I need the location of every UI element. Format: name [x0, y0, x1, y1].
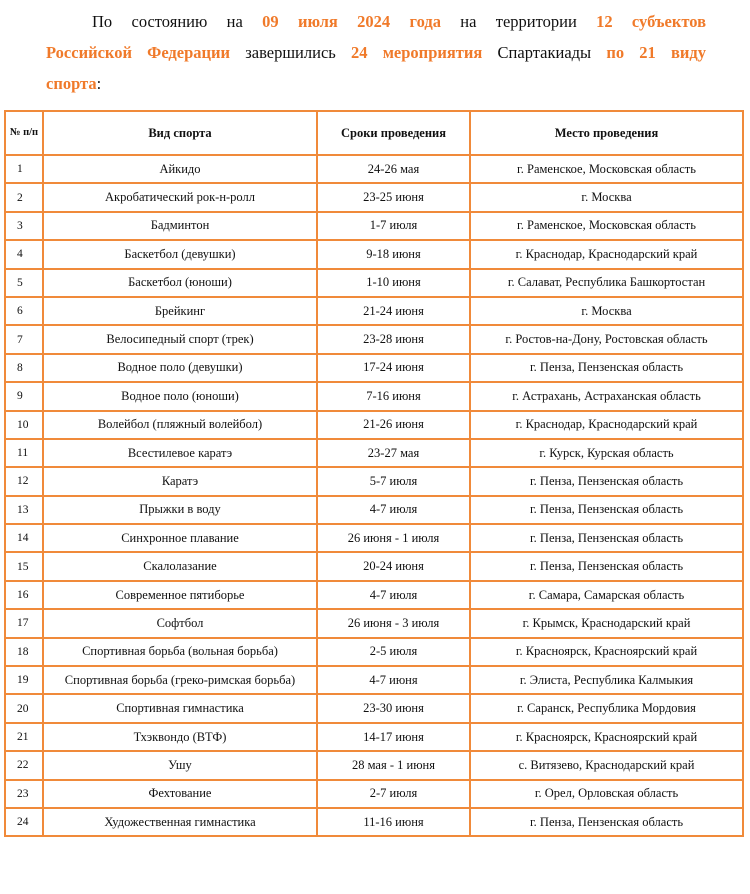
cell-place: г. Пенза, Пензенская область — [470, 354, 743, 382]
cell-dates: 1-7 июля — [317, 212, 470, 240]
cell-place: г. Пенза, Пензенская область — [470, 524, 743, 552]
cell-num: 6 — [5, 297, 43, 325]
intro-text-2: на территории — [440, 12, 597, 31]
table-row — [5, 354, 743, 382]
cell-dates: 17-24 июня — [317, 354, 470, 382]
table-row — [5, 212, 743, 240]
intro-text-1: По состоянию на — [92, 12, 263, 31]
table-row — [5, 581, 743, 609]
table-row — [5, 297, 743, 325]
cell-sport: Прыжки в воду — [43, 496, 317, 524]
cell-dates: 14-17 июня — [317, 723, 470, 751]
cell-sport: Спортивная борьба (вольная борьба) — [43, 638, 317, 666]
cell-sport: Баскетбол (юноши) — [43, 269, 317, 297]
table-row — [5, 269, 743, 297]
table-row — [5, 723, 743, 751]
cell-sport: Художественная гимнастика — [43, 808, 317, 836]
cell-sport: Спортивная борьба (греко-римская борьба) — [43, 666, 317, 694]
cell-place: г. Красноярск, Красноярский край — [470, 723, 743, 751]
intro-federation: Российской Федерации — [46, 43, 231, 62]
cell-sport: Волейбол (пляжный волейбол) — [43, 411, 317, 439]
cell-num: 3 — [5, 212, 43, 240]
cell-sport: Водное поло (девушки) — [43, 354, 317, 382]
cell-sport: Спортивная гимнастика — [43, 694, 317, 722]
cell-place: г. Пенза, Пензенская область — [470, 808, 743, 836]
cell-sport: Софтбол — [43, 609, 317, 637]
cell-place: г. Краснодар, Краснодарский край — [470, 240, 743, 268]
cell-dates: 4-7 июля — [317, 496, 470, 524]
cell-num: 10 — [5, 411, 43, 439]
cell-dates: 2-7 июля — [317, 780, 470, 808]
table-row — [5, 382, 743, 410]
cell-num: 19 — [5, 666, 43, 694]
cell-num: 4 — [5, 240, 43, 268]
table-row — [5, 496, 743, 524]
cell-place: г. Москва — [470, 183, 743, 211]
table-row — [5, 808, 743, 836]
cell-place: г. Салават, Республика Башкортостан — [470, 269, 743, 297]
table-row — [5, 751, 743, 779]
cell-place: г. Пенза, Пензенская область — [470, 496, 743, 524]
cell-dates: 21-24 июня — [317, 297, 470, 325]
cell-place: г. Раменское, Московская область — [470, 212, 743, 240]
table-row — [5, 325, 743, 353]
cell-dates: 9-18 июня — [317, 240, 470, 268]
cell-sport: Фехтование — [43, 780, 317, 808]
intro-sports-count: по 21 виду — [606, 43, 706, 62]
cell-num: 22 — [5, 751, 43, 779]
table-row — [5, 666, 743, 694]
table-row — [5, 552, 743, 580]
header-dates: Сроки проведения — [317, 111, 470, 155]
table-row — [5, 240, 743, 268]
header-num: № п/п — [5, 111, 43, 155]
header-sport: Вид спорта — [43, 111, 317, 155]
cell-dates: 28 мая - 1 июня — [317, 751, 470, 779]
cell-num: 1 — [5, 155, 43, 183]
cell-sport: Скалолазание — [43, 552, 317, 580]
intro-line-3 — [46, 68, 706, 99]
cell-dates: 24-26 мая — [317, 155, 470, 183]
cell-num: 11 — [5, 439, 43, 467]
cell-sport: Тхэквондо (ВТФ) — [43, 723, 317, 751]
cell-sport: Современное пятиборье — [43, 581, 317, 609]
cell-sport: Брейкинг — [43, 297, 317, 325]
cell-sport: Всестилевое каратэ — [43, 439, 317, 467]
table-header-row — [5, 111, 743, 155]
cell-sport: Ушу — [43, 751, 317, 779]
cell-sport: Велосипедный спорт (трек) — [43, 325, 317, 353]
table-row — [5, 638, 743, 666]
cell-num: 12 — [5, 467, 43, 495]
cell-dates: 4-7 июня — [317, 666, 470, 694]
cell-dates: 23-27 мая — [317, 439, 470, 467]
cell-num: 5 — [5, 269, 43, 297]
cell-dates: 11-16 июня — [317, 808, 470, 836]
table-row — [5, 439, 743, 467]
cell-dates: 23-30 июня — [317, 694, 470, 722]
cell-num: 15 — [5, 552, 43, 580]
table-row — [5, 411, 743, 439]
table-row — [5, 183, 743, 211]
cell-sport: Баскетбол (девушки) — [43, 240, 317, 268]
cell-place: г. Саранск, Республика Мордовия — [470, 694, 743, 722]
cell-sport: Айкидо — [43, 155, 317, 183]
intro-line-1 — [46, 6, 706, 37]
cell-num: 16 — [5, 581, 43, 609]
table-row — [5, 780, 743, 808]
cell-place: г. Орел, Орловская область — [470, 780, 743, 808]
cell-dates: 21-26 июня — [317, 411, 470, 439]
cell-place: г. Ростов-на-Дону, Ростовская область — [470, 325, 743, 353]
cell-place: г. Астрахань, Астраханская область — [470, 382, 743, 410]
cell-num: 9 — [5, 382, 43, 410]
cell-num: 17 — [5, 609, 43, 637]
intro-events: 24 мероприятия — [351, 43, 483, 62]
cell-dates: 20-24 июня — [317, 552, 470, 580]
cell-place: г. Раменское, Московская область — [470, 155, 743, 183]
cell-place: г. Красноярск, Красноярский край — [470, 638, 743, 666]
cell-dates: 7-16 июня — [317, 382, 470, 410]
cell-num: 20 — [5, 694, 43, 722]
cell-dates: 2-5 июля — [317, 638, 470, 666]
intro-date: 09 июля 2024 года — [262, 12, 441, 31]
cell-place: г. Самара, Самарская область — [470, 581, 743, 609]
table-row — [5, 155, 743, 183]
table-body — [5, 155, 743, 836]
cell-num: 18 — [5, 638, 43, 666]
cell-place: г. Пенза, Пензенская область — [470, 467, 743, 495]
cell-num: 7 — [5, 325, 43, 353]
cell-dates: 1-10 июня — [317, 269, 470, 297]
cell-dates: 26 июня - 1 июля — [317, 524, 470, 552]
cell-place: г. Крымск, Краснодарский край — [470, 609, 743, 637]
cell-sport: Акробатический рок-н-ролл — [43, 183, 317, 211]
cell-dates: 4-7 июля — [317, 581, 470, 609]
cell-place: с. Витязево, Краснодарский край — [470, 751, 743, 779]
cell-num: 24 — [5, 808, 43, 836]
cell-dates: 5-7 июля — [317, 467, 470, 495]
intro-text-3: завершились — [230, 43, 351, 62]
intro-text-4: Спартакиады — [482, 43, 607, 62]
cell-place: г. Курск, Курская область — [470, 439, 743, 467]
sports-table — [4, 110, 744, 837]
cell-num: 23 — [5, 780, 43, 808]
cell-dates: 23-25 июня — [317, 183, 470, 211]
cell-sport: Синхронное плавание — [43, 524, 317, 552]
intro-line-2 — [46, 37, 706, 68]
table-row — [5, 609, 743, 637]
cell-num: 21 — [5, 723, 43, 751]
intro-paragraph — [46, 6, 706, 99]
cell-num: 2 — [5, 183, 43, 211]
header-place: Место проведения — [470, 111, 743, 155]
cell-num: 13 — [5, 496, 43, 524]
table-row — [5, 524, 743, 552]
cell-num: 8 — [5, 354, 43, 382]
intro-text-5: : — [96, 74, 102, 93]
cell-place: г. Элиста, Республика Калмыкия — [470, 666, 743, 694]
intro-sport-word: спорта — [46, 74, 97, 93]
intro-regions: 12 субъектов — [596, 12, 707, 31]
cell-dates: 26 июня - 3 июля — [317, 609, 470, 637]
cell-sport: Водное поло (юноши) — [43, 382, 317, 410]
cell-dates: 23-28 июня — [317, 325, 470, 353]
cell-sport: Каратэ — [43, 467, 317, 495]
cell-place: г. Краснодар, Краснодарский край — [470, 411, 743, 439]
cell-place: г. Москва — [470, 297, 743, 325]
cell-sport: Бадминтон — [43, 212, 317, 240]
cell-place: г. Пенза, Пензенская область — [470, 552, 743, 580]
cell-num: 14 — [5, 524, 43, 552]
table-row — [5, 467, 743, 495]
table-row — [5, 694, 743, 722]
